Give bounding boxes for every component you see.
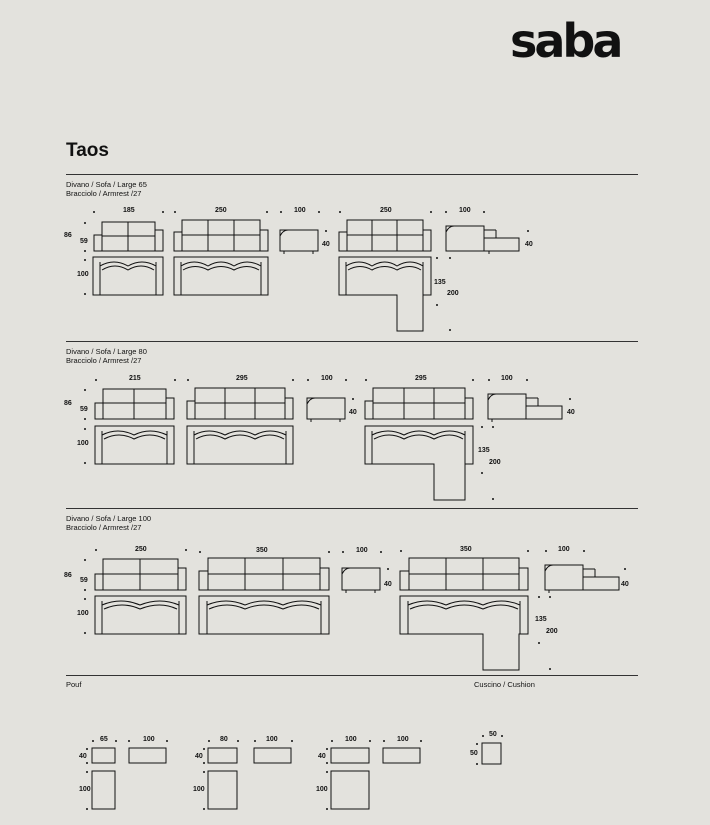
pouf-width-label: 65 (100, 736, 108, 743)
dim-seat-label: 59 (80, 406, 88, 413)
pouf-width-label: 80 (220, 736, 228, 743)
dim-width-label: 350 (460, 546, 472, 553)
sofa-front-view (365, 388, 473, 419)
sofa-top-view (199, 596, 329, 634)
dim-chaise-label: 135 (535, 616, 547, 623)
sofa-top-view (93, 257, 163, 295)
pouf-width-label: 100 (397, 736, 409, 743)
dim-depth-label: 100 (77, 610, 89, 617)
sofa-front-view (95, 559, 186, 590)
cushion-drawing (482, 743, 501, 764)
armrest-side-view (342, 568, 380, 593)
dim-width-label: 295 (236, 375, 248, 382)
sofa-front-view (199, 558, 329, 590)
chaise-side-view (545, 565, 619, 593)
cushion-label: Cuscino / Cushion (474, 680, 535, 689)
dim-arm-label: 40 (567, 409, 575, 416)
dim-width-label: 100 (459, 207, 471, 214)
sofa-top-view (95, 426, 174, 464)
dim-height-label: 86 (64, 572, 72, 579)
dim-width-label: 100 (558, 546, 570, 553)
cushion-width-label: 50 (489, 731, 497, 738)
dim-seat-label: 59 (80, 577, 88, 584)
dim-seat-label: 59 (80, 238, 88, 245)
dim-width-label: 250 (380, 207, 392, 214)
cushion-height-label: 50 (470, 750, 478, 757)
dim-chaise-label: 135 (434, 279, 446, 286)
sofa-top-view (95, 596, 186, 634)
dim-chaise-label: 200 (447, 290, 459, 297)
chaise-top-view (365, 426, 473, 500)
sofa-front-view (339, 220, 431, 251)
sofa-top-view (187, 426, 293, 464)
dim-height-label: 86 (64, 232, 72, 239)
page-title: Taos (66, 140, 109, 161)
chaise-side-view (488, 394, 562, 422)
pouf-height-label: 40 (318, 753, 326, 760)
chaise-top-view (400, 596, 528, 670)
armrest-side-view (280, 230, 318, 254)
pouf-height-label: 40 (79, 753, 87, 760)
dim-height-label: 86 (64, 400, 72, 407)
dim-arm-label: 40 (322, 241, 330, 248)
dim-depth-label: 100 (77, 440, 89, 447)
brand-logo: saba (510, 14, 621, 68)
sofa-top-view (174, 257, 268, 295)
pouf-label: Pouf (66, 680, 82, 689)
pouf-drawing (331, 748, 420, 809)
sofa-front-view (174, 220, 268, 251)
section-1-label: Divano / Sofa / Large 65 Bracciolo / Armrest /27 (66, 180, 147, 198)
dim-width-label: 250 (215, 207, 227, 214)
sofa-front-view (187, 388, 293, 419)
dim-width-label: 215 (129, 375, 141, 382)
dim-width-label: 295 (415, 375, 427, 382)
pouf-drawing (92, 748, 166, 809)
pouf-width-label: 100 (143, 736, 155, 743)
chaise-side-view (446, 226, 519, 254)
pouf-width-label: 100 (266, 736, 278, 743)
sofa-front-view (95, 389, 174, 419)
dim-chaise-label: 135 (478, 447, 490, 454)
dim-chaise-label: 200 (546, 628, 558, 635)
dim-width-label: 100 (294, 207, 306, 214)
dim-depth-label: 100 (77, 271, 89, 278)
pouf-depth-label: 100 (79, 786, 91, 793)
armrest-side-view (307, 398, 345, 422)
pouf-width-label: 100 (345, 736, 357, 743)
dim-width-label: 100 (356, 547, 368, 554)
dim-chaise-label: 200 (489, 459, 501, 466)
dim-arm-label: 40 (525, 241, 533, 248)
dim-arm-label: 40 (384, 581, 392, 588)
dim-width-label: 100 (501, 375, 513, 382)
dim-width-label: 250 (135, 546, 147, 553)
pouf-depth-label: 100 (316, 786, 328, 793)
chaise-top-view (339, 257, 431, 331)
dim-arm-label: 40 (349, 409, 357, 416)
dim-width-label: 100 (321, 375, 333, 382)
section-2-label: Divano / Sofa / Large 80 Bracciolo / Armrest /27 (66, 347, 147, 365)
sofa-front-view (94, 222, 163, 251)
pouf-height-label: 40 (195, 753, 203, 760)
dim-arm-label: 40 (621, 581, 629, 588)
pouf-depth-label: 100 (193, 786, 205, 793)
sofa-front-view (400, 558, 528, 590)
dim-width-label: 350 (256, 547, 268, 554)
pouf-drawing (208, 748, 291, 809)
dim-width-label: 185 (123, 207, 135, 214)
section-3-label: Divano / Sofa / Large 100 Bracciolo / Armrest /27 (66, 514, 152, 532)
